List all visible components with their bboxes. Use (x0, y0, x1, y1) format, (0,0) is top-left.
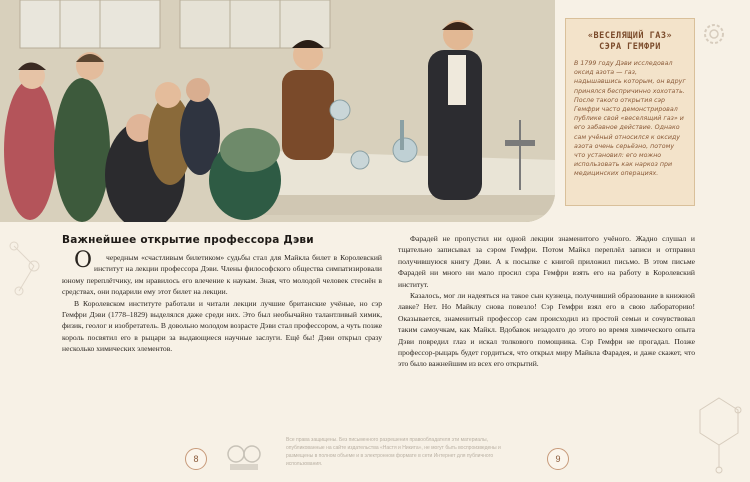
left-column (62, 248, 382, 355)
sidebar-title: «ВЕСЕЛЯЩИЙ ГАЗ» СЭРА ГЕМФРИ (587, 31, 673, 52)
illustration-drawing (0, 0, 555, 222)
copyright-notice: Все права защищены. Без письменного разрешения правообладателя эти материалы, опубликованные на сайте издательства «Настя и Никита», не могут быть воспроизведены и размещены в полном объеме и в электронном формате в сети Интернет для публичного использования. (286, 437, 501, 467)
right-column (398, 233, 695, 370)
molecule-icon (4, 236, 54, 306)
page-number-right: 9 (547, 448, 569, 470)
sidebar-note (565, 18, 695, 206)
sidebar-body: В 1799 году Дэви исследовал оксид азота — газ, надышавшись которым, он вдруг принялся беспричинно хохотать. После такого открытия сэр Гемфри часто демонстрировал публике свой «веселящий газ» и его забавное действие. Однако сам учёный относился к оксиду азота очень серьёзно, потому что установил: его можно использовать как наркоз при медицинских операциях. (574, 60, 686, 178)
left-paragraph: Очередным «счастливым билетиком» судьбы стал для Майкла билет в Королевский институт на лекции профессора Дэви. Члены философского общества симпатизировали юному переплётчику, им нравилось его влечение к наукам. Зная, что молодой человек стеснён в средствах, они подарили ему этот билет на лекции. (62, 248, 382, 297)
publisher-logo-icon (222, 440, 266, 474)
gear-icon (700, 20, 728, 48)
section-heading: Важнейшее открытие профессора Дэви (62, 234, 314, 246)
page-number-left: 8 (185, 448, 207, 470)
molecule-icon (688, 388, 750, 478)
right-paragraph: Казалось, мог ли надеяться на такое сын кузнеца, получивший образование в книжной лавке? Нет. Но Майклу снова повезло! Сэр Гемфри взял его в свою лабораторию! Оказывается, знаменитый профессор сам происходил из простой семьи и сочувствовал таким самоучкам, как Майкл. Вдобавок незадолго до этого во время химического опыта Дэви повредил глаз и искал толкового помощника. Сэр Гемфри не прогадал. Позже профессор-рыцарь будет гордиться, что открыл миру Майкла Фарадея, и даже скажет, что это было важнейшим из всех его открытий. (398, 291, 695, 369)
left-paragraph: В Королевском институте работали и читали лекции лучшие британские учёные, но сэр Гемфри Дэви (1778–1829) выделялся даже среди них. Это был необычайно талантливый химик, физик, геолог и изобретатель. В довольно молодом возрасте Дэви стал профессором, а чуть позже король посвятил его в рыцари за выдающиеся научные заслуги. Ещё бы! Дэви открыл сразу несколько химических элементов. (62, 298, 382, 354)
lecture-illustration (0, 0, 555, 222)
right-paragraph: Фарадей не пропустил ни одной лекции знаменитого учёного. Жадно слушал и тщательно записывал за сэром Гемфри. Потом Майкл переплёл записи и отправил получившуюся книгу Дэви. А к посылке с книгой приложил письмо. В этом письме Фарадей ни много ни мало просил сэра Гемфри взять его на работу в Королевский институт. (398, 234, 695, 289)
